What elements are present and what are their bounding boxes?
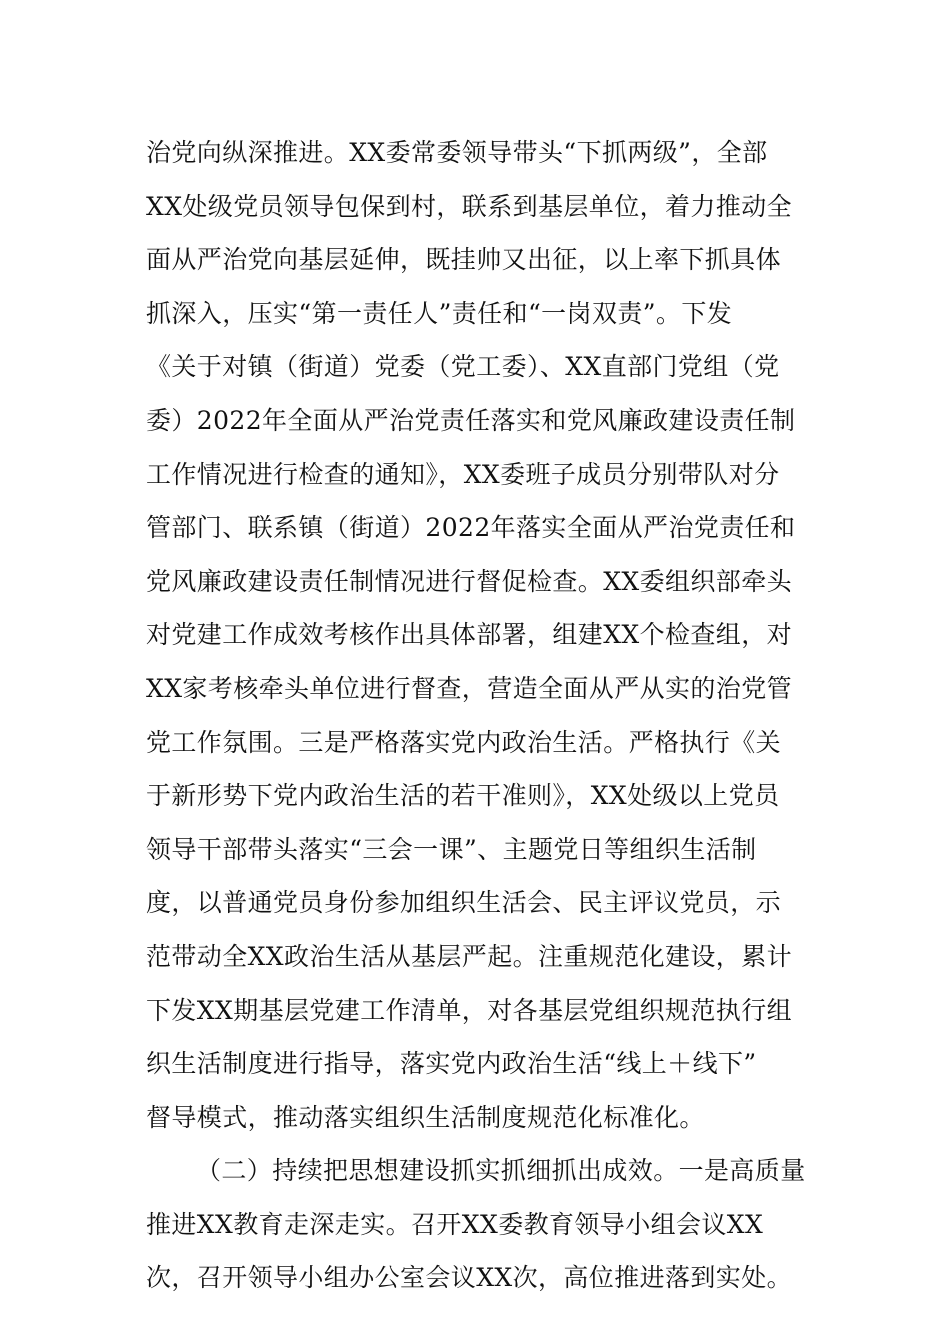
text-line-6: 委）2022年全面从严治党责任落实和党风廉政建设责任制 <box>146 405 796 435</box>
document-body <box>146 126 810 1305</box>
text-line-15: 度，以普通党员身份参加组织生活会、民主评议党员，示 <box>146 888 782 918</box>
text-line-18: 织生活制度进行指导，落实党内政治生活“线上＋线下” <box>146 1049 757 1079</box>
text-line-3: 面从严治党向基层延伸，既挂帅又出征，以上率下抓具体 <box>146 245 782 275</box>
text-line-17: 下发XX期基层党建工作清单，对各基层党组织规范执行组 <box>146 995 792 1025</box>
text-line-10: 对党建工作成效考核作出具体部署，组建XX个检查组，对 <box>146 620 792 650</box>
text-line-14: 领导干部带头落实“三会一课”、主题党日等组织生活制 <box>146 834 757 864</box>
text-line-19: 督导模式，推动落实组织生活制度规范化标准化。 <box>146 1102 705 1132</box>
text-line-21: 推进XX教育走深走实。召开XX委教育领导小组会议XX <box>146 1209 764 1239</box>
text-line-1: 治党向纵深推进。XX委常委领导带头“下抓两级”，全部 <box>146 138 768 167</box>
text-line-13: 于新形势下党内政治生活的若干准则》，XX处级以上党员 <box>146 781 780 811</box>
text-line-8: 管部门、联系镇（街道）2022年落实全面从严治党责任和 <box>146 513 796 543</box>
text-line-22: 次，召开领导小组办公室会议XX次，高位推进落到实处。 <box>146 1263 792 1293</box>
text-line-7: 工作情况进行检查的通知》，XX委班子成员分别带队对分 <box>146 459 780 489</box>
text-line-16: 范带动全XX政治生活从基层严起。注重规范化建设，累计 <box>146 941 792 971</box>
text-line-5: 《关于对镇（街道）党委（党工委）、XX直部门党组（党 <box>146 352 780 382</box>
text-line-12: 党工作氛围。三是严格落实党内政治生活。严格执行《关 <box>146 727 782 757</box>
text-line-9: 党风廉政建设责任制情况进行督促检查。XX委组织部牵头 <box>146 566 792 596</box>
text-line-4: 抓深入，压实“第一责任人”责任和“一岗双责”。下发 <box>146 298 733 328</box>
section-heading-line: （二）持续把思想建设抓实抓细抓出成效。一是高质量 <box>196 1156 806 1186</box>
text-line-2: XX处级党员领导包保到村，联系到基层单位，着力推动全 <box>146 191 792 221</box>
text-line-11: XX家考核牵头单位进行督查，营造全面从严从实的治党管 <box>146 673 792 703</box>
